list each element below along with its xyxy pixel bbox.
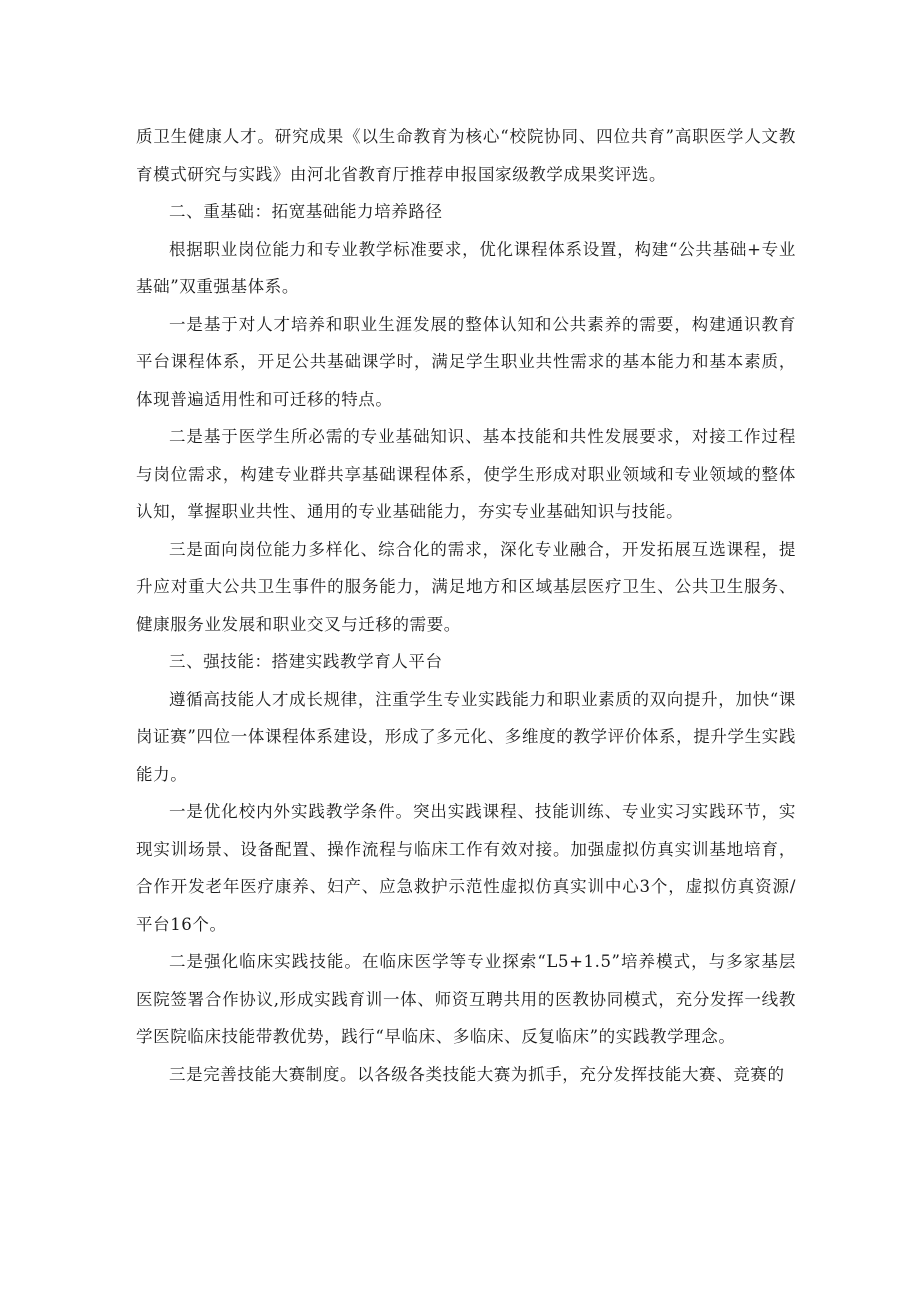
paragraph: 一是优化校内外实践教学条件。突出实践课程、技能训练、专业实习实践环节，实现实训场景、设备配置、操作流程与临床工作有效对接。加强虚拟仿真实训基地培育，合作开发老年医疗康养、妇产、应急救护示范性虚拟仿真实训中心3个，虚拟仿真资源/平台16个。 (136, 802, 796, 934)
document-body (136, 118, 796, 1093)
paragraph: 二是基于医学生所必需的专业基础知识、基本技能和共性发展要求，对接工作过程与岗位需求，构建专业群共享基础课程体系，使学生形成对职业领域和专业领域的整体认知，掌握职业共性、通用的专业基础能力，夯实专业基础知识与技能。 (136, 427, 796, 521)
paragraph: 根据职业岗位能力和专业教学标准要求，优化课程体系设置，构建“公共基础+专业基础”双重强基体系。 (136, 239, 796, 296)
paragraph: 二是强化临床实践技能。在临床医学等专业探索“L5+1.5”培养模式，与多家基层医院签署合作协议,形成实践育训一体、师资互聘共用的医教协同模式，充分发挥一线教学医院临床技能带教优势，践行“早临床、多临床、反复临床”的实践教学理念。 (136, 952, 796, 1046)
paragraph: 三是完善技能大赛制度。以各级各类技能大赛为抓手，充分发挥技能大赛、竞赛的 (169, 1064, 785, 1084)
paragraph: 一是基于对人才培养和职业生涯发展的整体认知和公共素养的需要，构建通识教育平台课程体系，开足公共基础课学时，满足学生职业共性需求的基本能力和基本素质，体现普遍适用性和可迁移的特点。 (136, 314, 796, 409)
paragraph: 遵循高技能人才成长规律，注重学生专业实践能力和职业素质的双向提升，加快“课岗证赛”四位一体课程体系建设，形成了多元化、多维度的教学评价体系，提升学生实践能力。 (136, 689, 796, 784)
section-heading-3: 三、强技能：搭建实践教学育人平台 (169, 652, 443, 671)
paragraph: 三是面向岗位能力多样化、综合化的需求，深化专业融合，开发拓展互选课程，提升应对重大公共卫生事件的服务能力，满足地方和区域基层医疗卫生、公共卫生服务、健康服务业发展和职业交叉与迁移的需要。 (136, 539, 796, 634)
paragraph-continuation: 质卫生健康人才。研究成果《以生命教育为核心“校院协同、四位共育”高职医学人文教育模式研究与实践》由河北省教育厅推荐申报国家级教学成果奖评选。 (136, 127, 796, 184)
section-heading-2: 二、重基础：拓宽基础能力培养路径 (169, 202, 443, 221)
